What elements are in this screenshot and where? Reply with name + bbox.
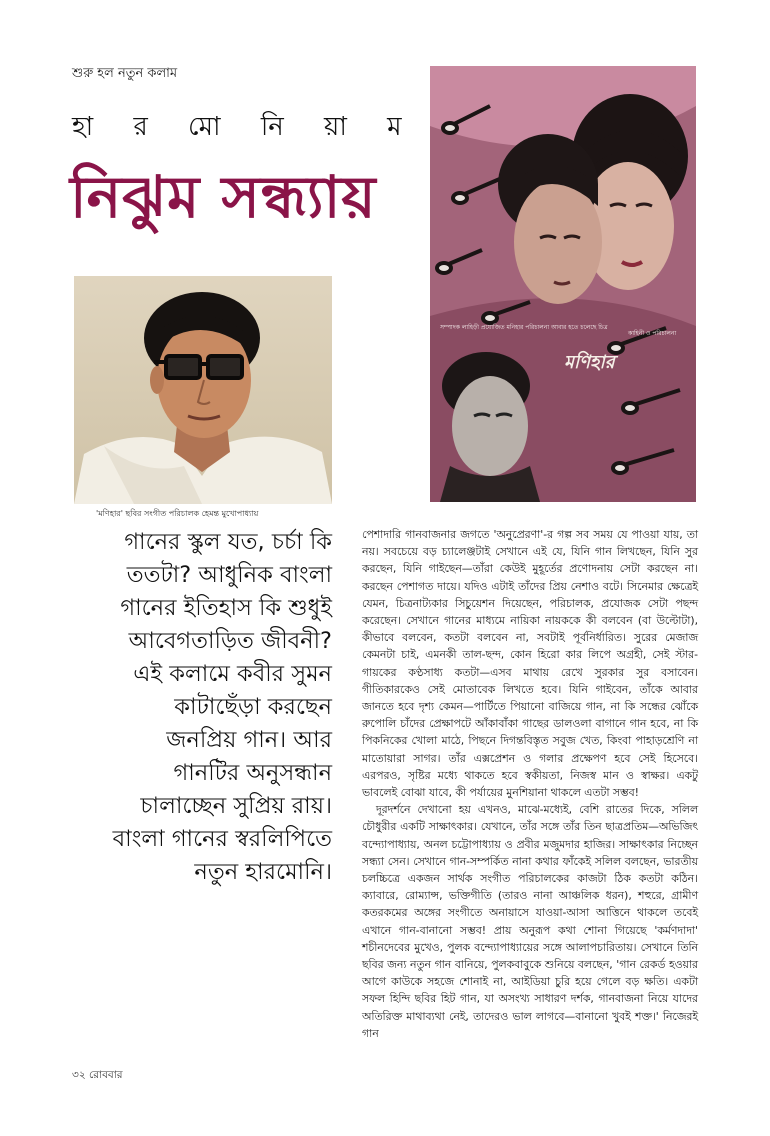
deck-line: ততটা? আধুনিক বাংলা	[126, 562, 332, 588]
deck-line: নতুন হারমোনি।	[194, 859, 332, 885]
deck-line: গানটির অনুসন্ধান	[173, 760, 332, 786]
deck-line: গানের স্কুল যত, চর্চা কি	[124, 529, 332, 555]
deck-text	[60, 526, 332, 889]
article-body	[362, 526, 698, 1042]
photo-caption: 'মণিহার' ছবির সংগীত পরিচালক হেমন্ত মুখোপাধ্যায়	[96, 509, 259, 518]
deck-line: গানের ইতিহাস কি শুধুই	[120, 595, 332, 621]
body-paragraph: দূরদর্শনে দেখানো হয় এখনও, মাঝে-মধ্যেই, বেশি রাতের দিকে, সলিল চৌধুরীর একটি সাক্ষাৎকার। যেখানে, তাঁর সঙ্গে তাঁর তিন ছাত্রপ্রতিম—অভিজিৎ বন্দ্যোপাধ্যায়, অনল চট্টোপাধ্যায় ও প্রবীর মজুমদার হাজির। সাক্ষাৎকার নিচ্ছেন সন্ধ্যা সেন। সেখানে গান-সম্পর্কিত নানা কথার ফাঁকেই সলিল বলছেন, ভারতীয় চলচ্চিত্রে একজন সার্থক সংগীত পরিচালকের কাজটা ঠিক কতটা কঠিন। ক্যাবারে, রোম্যান্স, ভক্তিগীতি (তারও নানা আঞ্চলিক ধরন), শহুরে, গ্রামীণ কতরকমের অঙ্গের সংগীতে অনায়াসে যাওয়া-আসা আত্তিনে থাকলে তবেই এখানে গান-বানানো সম্ভব! প্রায় অনুরূপ কথা শোনা গিয়েছে 'কর্মণদাদা' শচীনদেবের মুখেও, পুলক বন্দ্যোপাধ্যায়ের সঙ্গে আলাপচারিতায়। সেখানে তিনি ছবির জন্য নতুন গান বানিয়ে, পুলকবাবুকে শুনিয়ে বলছেন, 'গান রেকর্ড হওয়ার আগে কাউকে সহজে শোনাই না, আইডিয়া চুরি হয়ে গেলে বড় ক্ষতি। একটা সফল হিন্দি ছবির হিট গান, যা অসংখ্য সাধারণ দর্শক, গানবাজনা নিয়ে যাদের অতিরিক্ত মাথাব্যথা নেই, তাদেরও ভাল লাগবে—বানানো খুবই শক্ত।' নিজেরই গান	[362, 803, 698, 1040]
poster-logo: মণিহার	[564, 352, 615, 373]
deck-line: জনপ্রিয় গান। আর	[166, 727, 332, 753]
film-poster	[430, 66, 696, 502]
portrait-photo	[74, 276, 332, 504]
deck-line: বাংলা গানের স্বরলিপিতে	[112, 826, 332, 852]
column-kicker: শুরু হল নতুন কলাম	[72, 66, 178, 81]
poster-director-credit: কাহিনী ও পরিচালনা	[628, 330, 677, 337]
headline: নিঝুম সন্ধ্যায়	[70, 163, 377, 231]
deck-line: কাটাছেঁড়া করছেন	[174, 694, 332, 720]
deck-line: চালাচ্ছেন সুপ্রিয় রায়।	[140, 793, 332, 819]
deck-line: এই কলামে কবীর সুমন	[133, 661, 332, 687]
page-folio: ৩২ রোববার	[72, 1069, 123, 1081]
body-paragraph: পেশাদারি গানবাজনার জগতে 'অনুপ্রেরণা'-র গল্প সব সময় যে পাওয়া যায়, তা নয়। সবচেয়ে বড় চ্যালেঞ্জটাই সেখানে এই যে, যিনি গান লিখছেন, যিনি সুর করছেন, যিনি গাইছেন—তাঁরা কেউই মুহূর্তের প্রণোদনায় সেটা করছেন না। করছেন পেশাগত দায়ে। যদিও এটাই তাঁদের প্রিয় নেশাও বটে। সিনেমার ক্ষেত্রেই যেমন, চিত্রনাট্যকার সিচুয়েশন দিয়েছেন, পরিচালক, প্রযোজক সেটা পছন্দ করেছেন। সেখানে গানের মাধ্যমে নায়িকা নায়ককে কী বলবেন (বা উল্টোটা), কীভাবে বলবেন, কতটা বলবেন না, সবটাই পূর্বনির্ধারিত। সুরের মেজাজ কেমনটা চাই, এমনকী তাল-ছন্দ, কোন হিরো কার লিপে অগ্রহী, সেই স্টার-গায়কের কণ্ঠসাধ্য কতটা—এসব মাথায় রেখে সুরকার সুর বসাবেন। গীতিকারকেও সেই মোতাবেক লিখতে হবে। যিনি গাইবেন, তাঁকে আবার জানতে হবে দৃশ্য কেমন—পার্টিতে পিয়ানো বাজিয়ে গান, না কি সন্ধের ঝোঁকে রুপোলি চাঁদের প্রেক্ষাপটে আঁকাবাঁকা গাছের ডালওলা বাগানে গান হবে, না কি পিকনিকের খোলা মাঠে, পিছনে দিগন্তবিস্তৃত সবুজ খেত, কিংবা পাহাড়শ্রেণি না মাতোয়ারা সাগর। তাঁর এক্সপ্রেশন ও গলার প্রক্ষেপণ হবে সেই হিসেবে। এরপরও, সৃষ্টির মধ্যে থাকতে হবে স্বকীয়তা, নিজস্ব মান ও স্বাক্ষর। একটু ভাবলেই বোঝা যাবে, কী পর্যায়ের মুনশিয়ানা থাকলে এতটা সম্ভব!	[362, 528, 698, 800]
poster-credit-line: সম্পাদক লাহিড়ী প্রযোজিত মনিহার পরিচালনা আবার হতে চলেছে চিত্র	[440, 324, 608, 331]
deck-line: আবেগতাড়িত জীবনী?	[128, 628, 332, 654]
series-title: হা র মো নি য়া ম	[72, 112, 418, 142]
